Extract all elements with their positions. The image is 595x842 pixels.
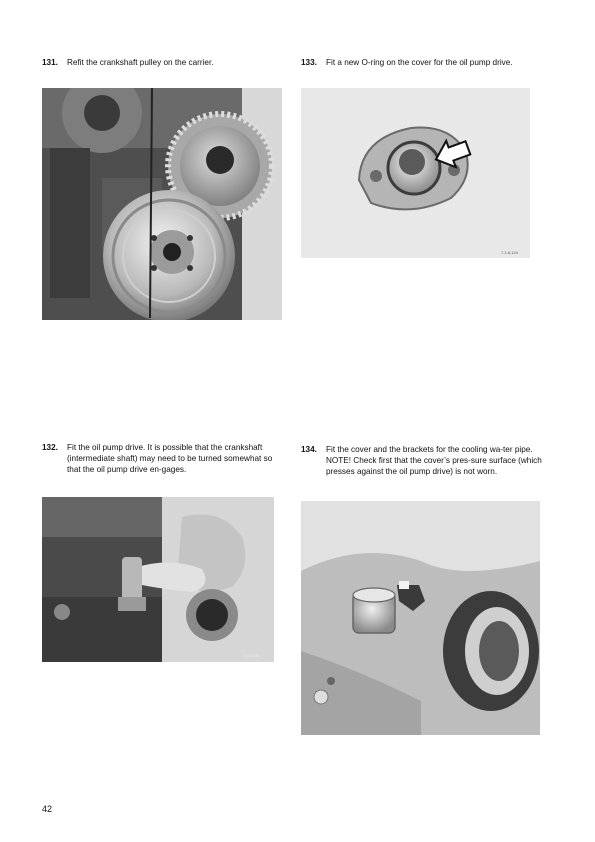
step-text: Fit a new O-ring on the cover for the oil pump drive. bbox=[326, 58, 513, 67]
step-text: Fit the cover and the brackets for the cooling wa-ter pipe. NOTE! Check first that the cover’s pres-sure surface (which presses against the oil pump drive) is not worn. bbox=[326, 445, 542, 476]
step-134 bbox=[301, 444, 546, 477]
step-text: Fit the oil pump drive. It is possible that the crankshaft (intermediate shaft) may need to be turned somewhat so that the oil pump drive en-gages. bbox=[67, 443, 273, 474]
step-132 bbox=[42, 442, 287, 475]
photo-crankshaft-pulley bbox=[42, 88, 282, 320]
photo-oil-pump-cover bbox=[301, 88, 530, 258]
step-number: 132. bbox=[42, 443, 58, 452]
photo-oil-pump-drive bbox=[42, 497, 274, 662]
step-text: Refit the crankshaft pulley on the carrier. bbox=[67, 58, 214, 67]
step-number: 131. bbox=[42, 58, 58, 67]
step-number: 134. bbox=[301, 445, 317, 454]
step-133 bbox=[301, 57, 536, 68]
page-number: 42 bbox=[42, 804, 53, 814]
photo-code: 7.1.8-124 bbox=[501, 250, 518, 255]
step-131 bbox=[42, 57, 282, 68]
step-number: 133. bbox=[301, 58, 317, 67]
photo-cover-brackets bbox=[301, 501, 540, 735]
photo-code: 7.1.8-126 bbox=[242, 653, 259, 658]
